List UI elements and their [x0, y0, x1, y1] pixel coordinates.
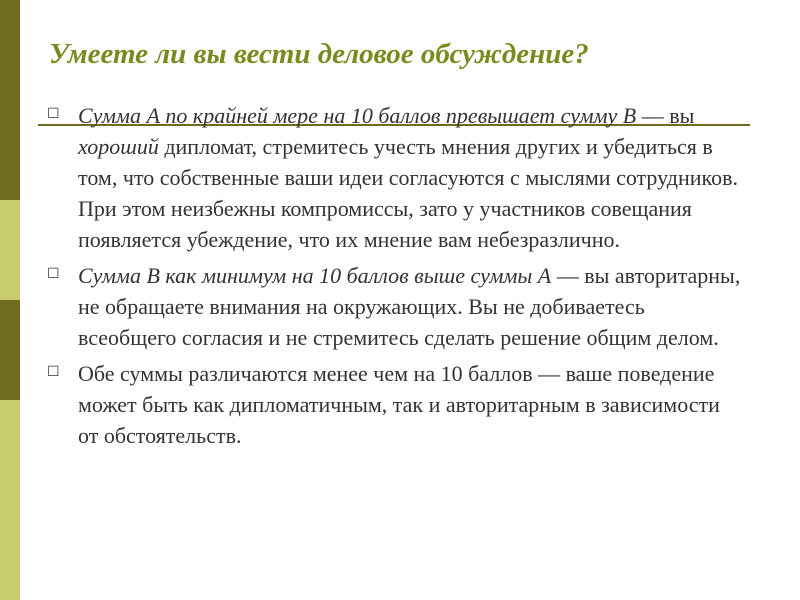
strip-segment-light — [0, 400, 20, 600]
strip-segment-dark — [0, 0, 20, 200]
bullet-list — [45, 100, 745, 456]
bullet-text: Обе суммы различаются менее чем на 10 баллов — ваше поведение может быть как дипломатичным, так и авторитарным в зависимости от обстоятельств. — [78, 361, 720, 448]
list-item — [45, 100, 745, 255]
strip-segment-light — [0, 200, 20, 300]
strip-segment-dark — [0, 300, 20, 400]
checkbox-bullet-icon: ☐ — [47, 107, 60, 122]
bullet-text: — вы авторитарны, не обращаете внимания на окружающих. Вы не добиваетесь всеобщего согласия и не стремитесь сделать решение общим делом. — [78, 263, 741, 350]
bullet-text: — вы — [636, 103, 695, 128]
bullet-lead-italic: Сумма В как минимум на 10 баллов выше суммы А — [78, 263, 552, 288]
checkbox-bullet-icon: ☐ — [47, 267, 60, 282]
list-item — [45, 260, 745, 353]
side-decor-strip — [0, 0, 20, 600]
bullet-text: дипломат, стремитесь учесть мнения других и убедиться в том, что собственные ваши идеи согласуются с мыслями сотрудников. При этом неизбежны компромиссы, зато у участников совещания появляется убеждение, что их мнение вам небезразлично. — [78, 134, 738, 252]
slide-title: Умеете ли вы вести деловое обсуждение? — [49, 38, 589, 70]
bullet-lead-italic: Сумма А по крайней мере на 10 баллов превышает сумму В — [78, 103, 637, 128]
list-item — [45, 358, 745, 451]
checkbox-bullet-icon: ☐ — [47, 365, 60, 380]
bullet-emphasis-italic: хороший — [78, 134, 159, 159]
